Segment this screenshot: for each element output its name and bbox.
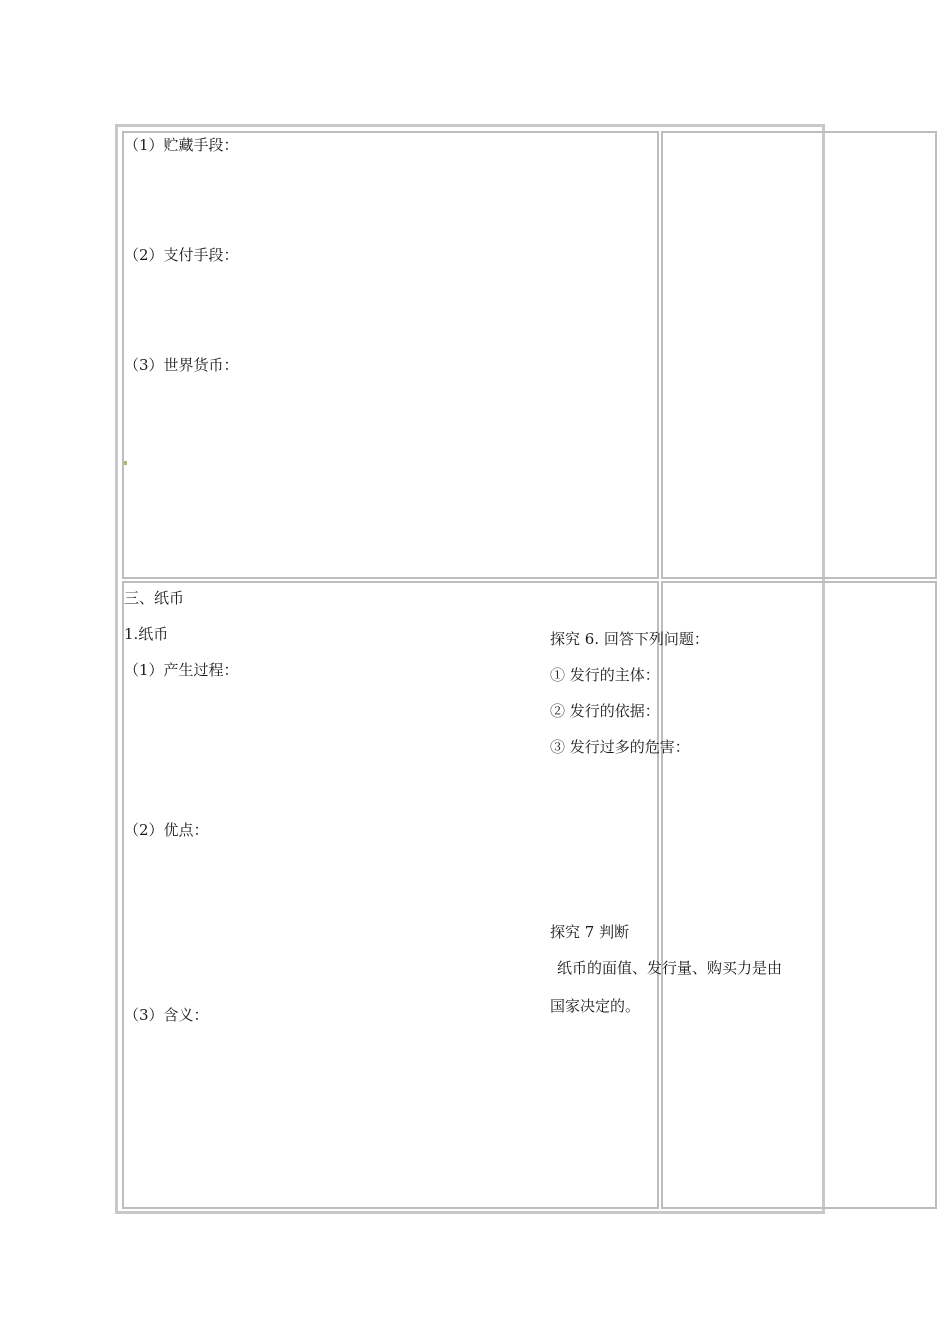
cell-explore — [661, 581, 937, 1209]
section-title: 三、纸币 — [124, 589, 185, 607]
store-of-value-label: （1）贮藏手段： — [124, 136, 239, 154]
judgement-statement-line2: 国家决定的。 — [550, 997, 641, 1015]
means-of-payment-label: （2）支付手段： — [124, 246, 239, 264]
harm-question: ③ 发行过多的危害： — [550, 738, 690, 756]
explore6-heading: 探究 6. 回答下列问题： — [550, 630, 709, 648]
issuer-question: ① 发行的主体： — [550, 666, 660, 684]
stray-mark — [124, 461, 127, 465]
advantages-label: （2）优点： — [124, 821, 209, 839]
cell-notes-top — [661, 131, 937, 579]
explore7-heading: 探究 7 判断 — [550, 923, 630, 941]
subsection-title: 1.纸币 — [124, 625, 169, 643]
origin-label: （1）产生过程： — [124, 661, 239, 679]
judgement-statement-line1: 纸币的面值、发行量、购买力是由 — [557, 959, 783, 977]
definition-label: （3）含义： — [124, 1006, 209, 1024]
world-currency-label: （3）世界货币： — [124, 356, 239, 374]
basis-question: ② 发行的依据： — [550, 702, 660, 720]
